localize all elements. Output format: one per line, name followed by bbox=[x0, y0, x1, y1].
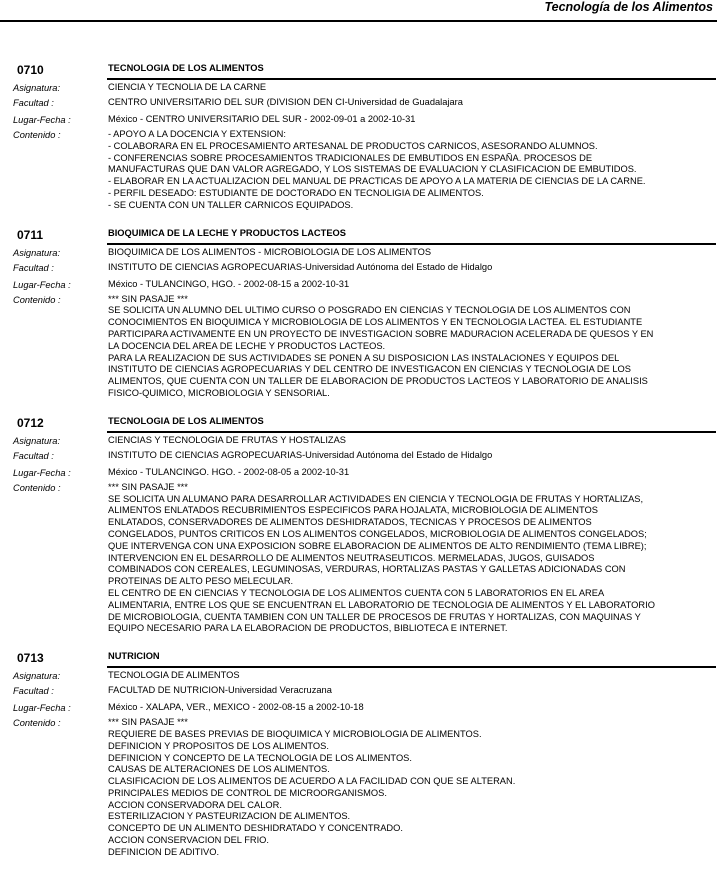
entry-title: TECNOLOGIA DE LOS ALIMENTOS bbox=[108, 63, 264, 73]
contenido-value bbox=[108, 717, 716, 859]
facultad-value: INSTITUTO DE CIENCIAS AGROPECUARIAS-Universidad Autónoma del Estado de Hidalgo bbox=[108, 449, 493, 460]
content-line: - SE CUENTA CON UN TALLER CARNICOS EQUIPADOS. bbox=[108, 199, 354, 210]
content-line: REQUIERE DE BASES PREVIAS DE BIOQUIMICA Y MICROBIOLOGIA DE ALIMENTOS. bbox=[108, 728, 482, 739]
content-line: ALIMENTOS, QUE CUENTA CON UN TALLER DE ELABORACION DE PRODUCTOS LACTEOS Y LABORATORIO DE ANALISIS bbox=[108, 376, 648, 387]
contenido-value bbox=[108, 482, 716, 635]
field-facultad bbox=[0, 450, 717, 463]
content-line: - ELABORAR EN LA ACTUALIZACION DEL MANUAL DE PRACTICAS DE APOYO A LA MATERIA DE CIENCIAS DE LA CARNE. bbox=[108, 176, 646, 187]
lugar-fecha-value: México - TULANCINGO. HGO. - 2002-08-05 a 2002-10-31 bbox=[108, 466, 350, 477]
facultad-label: Facultad : bbox=[13, 686, 54, 697]
field-facultad bbox=[0, 262, 717, 275]
content-line: - PERFIL DESEADO: ESTUDIANTE DE DOCTORADO EN TECNOLIGIA DE ALIMENTOS. bbox=[108, 187, 484, 198]
content-line: - APOYO A LA DOCENCIA Y EXTENSION: bbox=[108, 129, 286, 139]
content-line: EQUIPO NECESARIO PARA LA ELABORACION DE PRODUCTOS, BIBLIOTECA E INTERNET. bbox=[108, 623, 508, 634]
content-line: DEFINICION Y PROPOSITOS DE LOS ALIMENTOS. bbox=[108, 740, 329, 751]
lugar-fecha-label: Lugar-Fecha : bbox=[13, 115, 71, 125]
page-title: Tecnología de los Alimentos bbox=[544, 0, 713, 14]
facultad-label: Facultad : bbox=[13, 450, 54, 461]
field-lugar-fecha bbox=[0, 279, 717, 292]
content-line: PRINCIPALES MEDIOS DE CONTROL DE MICROORGANISMOS. bbox=[108, 787, 387, 798]
entry bbox=[0, 62, 717, 212]
field-asignatura bbox=[0, 435, 717, 448]
content-line: DEFINICION DE ADITIVO. bbox=[108, 846, 220, 857]
entry-code: 0713 bbox=[17, 651, 44, 666]
facultad-value: INSTITUTO DE CIENCIAS AGROPECUARIAS-Universidad Autónoma del Estado de Hidalgo bbox=[108, 261, 493, 272]
content-line: FISICO-QUIMICO, MICROBIOLOGIA Y SENSORIAL. bbox=[108, 387, 330, 398]
asignatura-label: Asignatura: bbox=[13, 671, 61, 682]
contenido-label: Contenido : bbox=[13, 482, 61, 493]
lugar-fecha-label: Lugar-Fecha : bbox=[13, 703, 71, 714]
content-line: MANUFACTURAS QUE DAN VALOR AGREGADO, Y LOS SISTEMAS DE EVALUACION Y CLASIFICACION DE EMBUTIDOS. bbox=[108, 164, 637, 175]
asignatura-label: Asignatura: bbox=[13, 83, 61, 93]
asignatura-value: BIOQUIMICA DE LOS ALIMENTOS - MICROBIOLOGIA DE LOS ALIMENTOS bbox=[108, 246, 432, 257]
content-line: PROTEINAS DE ALTO PESO MELECULAR. bbox=[108, 576, 294, 587]
facultad-label: Facultad : bbox=[13, 98, 54, 108]
field-facultad bbox=[0, 685, 717, 698]
content-line: CLASIFICACION DE LOS ALIMENTOS DE ACUERDO A LA FACILIDAD CON QUE SE ALTERAN. bbox=[108, 776, 516, 787]
field-contenido bbox=[0, 294, 717, 400]
contenido-label: Contenido : bbox=[13, 718, 61, 729]
content-line: - CONFERENCIAS SOBRE PROCESAMIENTOS TRADICIONALES DE EMBUTIDOS EN ESPAÑA. PROCESOS DE bbox=[108, 152, 593, 163]
content-line: LA DOCENCIA DEL AREA DE LECHE Y PRODUCTOS LACTEOS. bbox=[108, 340, 386, 351]
content-line: ESTERILIZACION Y PASTEURIZACION DE ALIMENTOS. bbox=[108, 811, 351, 822]
field-asignatura bbox=[0, 247, 717, 260]
entry-list bbox=[0, 62, 717, 874]
lugar-fecha-value: México - CENTRO UNIVERSITARIO DEL SUR - 2002-09-01 a 2002-10-31 bbox=[108, 114, 416, 124]
field-asignatura bbox=[0, 82, 717, 95]
content-line: ALIMENTARIA, ENTRE LOS QUE SE ENCUENTRAN EL LABORATORIO DE TECNOLOGIA DE ALIMENTOS Y EL LABORATORIO bbox=[108, 599, 655, 610]
field-contenido bbox=[0, 717, 717, 859]
lugar-fecha-value: México - TULANCINGO, HGO. - 2002-08-15 a 2002-10-31 bbox=[108, 278, 350, 289]
entry-code: 0711 bbox=[17, 227, 44, 242]
content-line: EL CENTRO DE EN CIENCIAS Y TECNOLOGIA DE LOS ALIMENTOS CUENTA CON 5 LABORATORIOS EN EL AREA bbox=[108, 587, 605, 598]
lugar-fecha-value: México - XALAPA, VER., MEXICO - 2002-08-15 a 2002-10-18 bbox=[108, 702, 364, 713]
contenido-value bbox=[108, 294, 716, 400]
field-facultad bbox=[0, 97, 717, 110]
content-line: *** SIN PASAJE *** bbox=[108, 481, 188, 492]
content-line: CONGELADOS, PUNTOS CRITICOS EN LOS ALIMENTOS CONGELADOS, MICROBIOLOGIA DE ALIMENTOS CONGELADOS; bbox=[108, 528, 647, 539]
entry bbox=[0, 227, 717, 400]
contenido-label: Contenido : bbox=[13, 294, 61, 305]
entry-code: 0712 bbox=[17, 415, 44, 430]
entry-header bbox=[0, 415, 717, 433]
content-line: CONCEPTO DE UN ALIMENTO DESHIDRATADO Y CONCENTRADO. bbox=[108, 823, 403, 834]
content-line: ENLATADOS, CONSERVADORES DE ALIMENTOS DESHIDRATADOS, TECNICAS Y PROCESOS DE ALIMENTOS bbox=[108, 517, 592, 528]
contenido-label: Contenido : bbox=[13, 130, 61, 140]
contenido-value bbox=[108, 129, 716, 212]
entry-title: TECNOLOGIA DE LOS ALIMENTOS bbox=[108, 415, 264, 426]
content-line: INTERVENCION EN EL DESARROLLO DE ALIMENTOS NEUTRASEUTICOS. MERMELADAS, JUGOS, GUISADOS bbox=[108, 552, 595, 563]
field-lugar-fecha bbox=[0, 114, 717, 127]
content-line: ALIMENTOS ENLATADOS RECUBRIMIENTOS ESPECIFICOS PARA HOJALATA, MICROBIOLOGIA DE ALIMENTOS bbox=[108, 505, 598, 516]
entry-header bbox=[0, 650, 717, 668]
content-line: SE SOLICITA UN ALUMNO DEL ULTIMO CURSO O POSGRADO EN CIENCIAS Y TECNOLOGIA DE LOS ALIMENTOS CON bbox=[108, 305, 631, 316]
facultad-value: CENTRO UNIVERSITARIO DEL SUR (DIVISION DEN CI-Universidad de Guadalajara bbox=[108, 97, 463, 107]
entry-divider bbox=[107, 78, 716, 80]
content-line: DEFINICION Y CONCEPTO DE LA TECNOLOGIA DE LOS ALIMENTOS. bbox=[108, 752, 412, 763]
page-header bbox=[0, 0, 717, 22]
facultad-value: FACULTAD DE NUTRICION-Universidad Veracruzana bbox=[108, 685, 332, 696]
entry-divider bbox=[107, 431, 716, 433]
content-line: PARA LA REALIZACION DE SUS ACTIVIDADES SE PONEN A SU DISPOSICION LAS INSTALACIONES Y EQUIPOS DEL bbox=[108, 352, 620, 363]
entry-header bbox=[0, 227, 717, 245]
entry bbox=[0, 650, 717, 859]
content-line: - COLABORARA EN EL PROCESAMIENTO ARTESANAL DE PRODUCTOS CARNICOS, ASESORANDO ALUMNOS. bbox=[108, 140, 598, 151]
content-line: COMBINADOS CON CEREALES, LEGUMINOSAS, VERDURAS, HORTALIZAS PASTAS Y GALLETAS ADICIONADAS CON bbox=[108, 564, 626, 575]
lugar-fecha-label: Lugar-Fecha : bbox=[13, 279, 71, 290]
content-line: ACCION CONSERVADORA DEL CALOR. bbox=[108, 799, 282, 810]
entry-code: 0710 bbox=[17, 63, 44, 77]
asignatura-value: TECNOLOGIA DE ALIMENTOS bbox=[108, 670, 240, 681]
entry-title: NUTRICION bbox=[108, 651, 160, 662]
asignatura-value: CIENCIAS Y TECNOLOGIA DE FRUTAS Y HOSTALIZAS bbox=[108, 434, 346, 445]
content-line: *** SIN PASAJE *** bbox=[108, 717, 188, 728]
asignatura-label: Asignatura: bbox=[13, 247, 61, 258]
content-line: ACCION CONSERVACION DEL FRIO. bbox=[108, 835, 269, 846]
asignatura-label: Asignatura: bbox=[13, 435, 61, 446]
entry-divider bbox=[107, 243, 716, 245]
field-contenido bbox=[0, 482, 717, 635]
field-lugar-fecha bbox=[0, 702, 717, 715]
lugar-fecha-label: Lugar-Fecha : bbox=[13, 467, 71, 478]
entry bbox=[0, 415, 717, 635]
content-line: CONOCIMIENTOS EN BIOQUIMICA Y MICROBIOLOGIA DE LOS ALIMENTOS Y EN TECNOLOGIA LACTEA. EL ESTUDIANTE bbox=[108, 317, 643, 328]
field-asignatura bbox=[0, 670, 717, 683]
content-line: CAUSAS DE ALTERACIONES DE LOS ALIMENTOS. bbox=[108, 764, 330, 775]
entry-divider bbox=[107, 666, 716, 668]
content-line: PARTICIPARA ACTIVAMENTE EN UN PROYECTO DE INVESTIGACION SOBRE MADURACION ACELERADA DE QUESOS Y EN bbox=[108, 328, 654, 339]
content-line: *** SIN PASAJE *** bbox=[108, 293, 188, 304]
content-line: SE SOLICITA UN ALUMANO PARA DESARROLLAR ACTIVIDADES EN CIENCIA Y TECNOLOGIA DE FRUTAS Y HORTALIZAS, bbox=[108, 493, 644, 504]
asignatura-value: CIENCIA Y TECNOLIA DE LA CARNE bbox=[108, 82, 267, 92]
field-contenido bbox=[0, 129, 717, 212]
content-line: INSTITUTO DE CIENCIAS AGROPECUARIAS Y DEL CENTRO DE INVESTIGACON EN CIENCIAS Y TECNOLOGIA DE LOS bbox=[108, 364, 631, 375]
entry-title: BIOQUIMICA DE LA LECHE Y PRODUCTOS LACTEOS bbox=[108, 227, 346, 238]
content-line: QUE INTERVENGA CON UNA EXPOSICION SOBRE ELABORACION DE ALIMENTOS DE ALTO RENDIMIENTO (TEMA LIBRE); bbox=[108, 540, 647, 551]
content-line: DE MICROBIOLOGIA, CUENTA TAMBIEN CON UN TALLER DE PROCESOS DE FRUTAS Y HORTALIZAS, CON MAQUINAS Y bbox=[108, 611, 641, 622]
entry-header bbox=[0, 62, 717, 80]
facultad-label: Facultad : bbox=[13, 262, 54, 273]
field-lugar-fecha bbox=[0, 467, 717, 480]
